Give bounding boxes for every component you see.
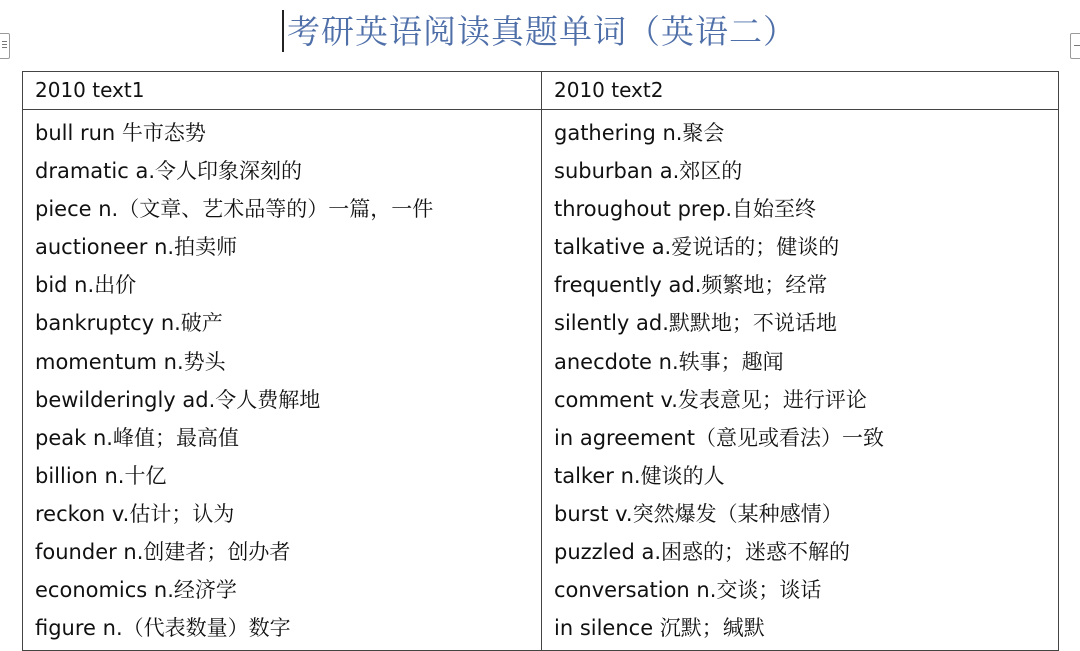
vocab-entry[interactable]: silently ad.默默地；不说话地 xyxy=(554,311,837,336)
vocab-entry[interactable]: founder n.创建者；创办者 xyxy=(35,540,291,565)
word-list-text2[interactable] xyxy=(554,114,1059,647)
vocab-entry[interactable]: reckon v.估计；认为 xyxy=(35,501,235,526)
vocab-entry[interactable]: anecdote n.轶事；趣闻 xyxy=(554,349,784,374)
table-resize-handle-icon[interactable] xyxy=(1070,33,1080,59)
vocab-entry[interactable]: bankruptcy n.破产 xyxy=(35,311,223,336)
vocab-entry[interactable]: in silence 沉默；缄默 xyxy=(554,616,765,641)
vocab-entry[interactable]: burst v.突然爆发（某种感情） xyxy=(554,501,843,526)
vocab-entry[interactable]: throughout prep.自始至终 xyxy=(554,197,817,222)
vocab-entry[interactable]: suburban a.郊区的 xyxy=(554,159,743,184)
vocab-entry[interactable]: comment v.发表意见；进行评论 xyxy=(554,387,867,412)
column-divider xyxy=(541,72,542,650)
vocab-entry[interactable]: puzzled a.困惑的；迷惑不解的 xyxy=(554,540,850,565)
vocab-entry[interactable]: auctioneer n.拍卖师 xyxy=(35,235,238,260)
vocab-entry[interactable]: bewilderingly ad.令人费解地 xyxy=(35,387,321,412)
text-cursor xyxy=(282,10,284,52)
vocab-entry[interactable]: piece n.（文章、艺术品等的）一篇，一件 xyxy=(35,197,434,222)
vocab-entry[interactable]: gathering n.聚会 xyxy=(554,121,725,145)
table-move-handle-icon[interactable] xyxy=(0,33,10,59)
vocab-entry[interactable]: peak n.峰值；最高值 xyxy=(35,425,239,450)
vocab-entry[interactable]: dramatic a.令人印象深刻的 xyxy=(35,159,302,184)
vocab-entry[interactable]: bull run 牛市态势 xyxy=(35,121,206,145)
word-list-text1[interactable] xyxy=(35,114,540,647)
vocab-entry[interactable]: billion n.十亿 xyxy=(35,463,167,488)
vocab-entry[interactable]: bid n.出价 xyxy=(35,273,137,298)
vocab-entry[interactable]: talker n.健谈的人 xyxy=(554,463,725,488)
vocab-entry[interactable]: economics n.经济学 xyxy=(35,578,237,603)
vocab-entry[interactable]: in agreement（意见或看法）一致 xyxy=(554,425,884,450)
header-divider xyxy=(23,109,1058,110)
vocab-entry[interactable]: momentum n.势头 xyxy=(35,349,226,374)
vocab-entry[interactable]: frequently ad.频繁地；经常 xyxy=(554,273,828,298)
vocab-entry[interactable]: figure n.（代表数量）数字 xyxy=(35,616,291,641)
column-header-text1[interactable]: 2010 text1 xyxy=(35,78,145,102)
vocab-entry[interactable]: conversation n.交谈；谈话 xyxy=(554,578,822,603)
vocabulary-table xyxy=(22,71,1059,651)
vocab-entry[interactable]: talkative a.爱说话的；健谈的 xyxy=(554,235,840,260)
column-header-text2[interactable]: 2010 text2 xyxy=(554,78,664,102)
document-title: 考研英语阅读真题单词（英语二） xyxy=(287,12,797,51)
